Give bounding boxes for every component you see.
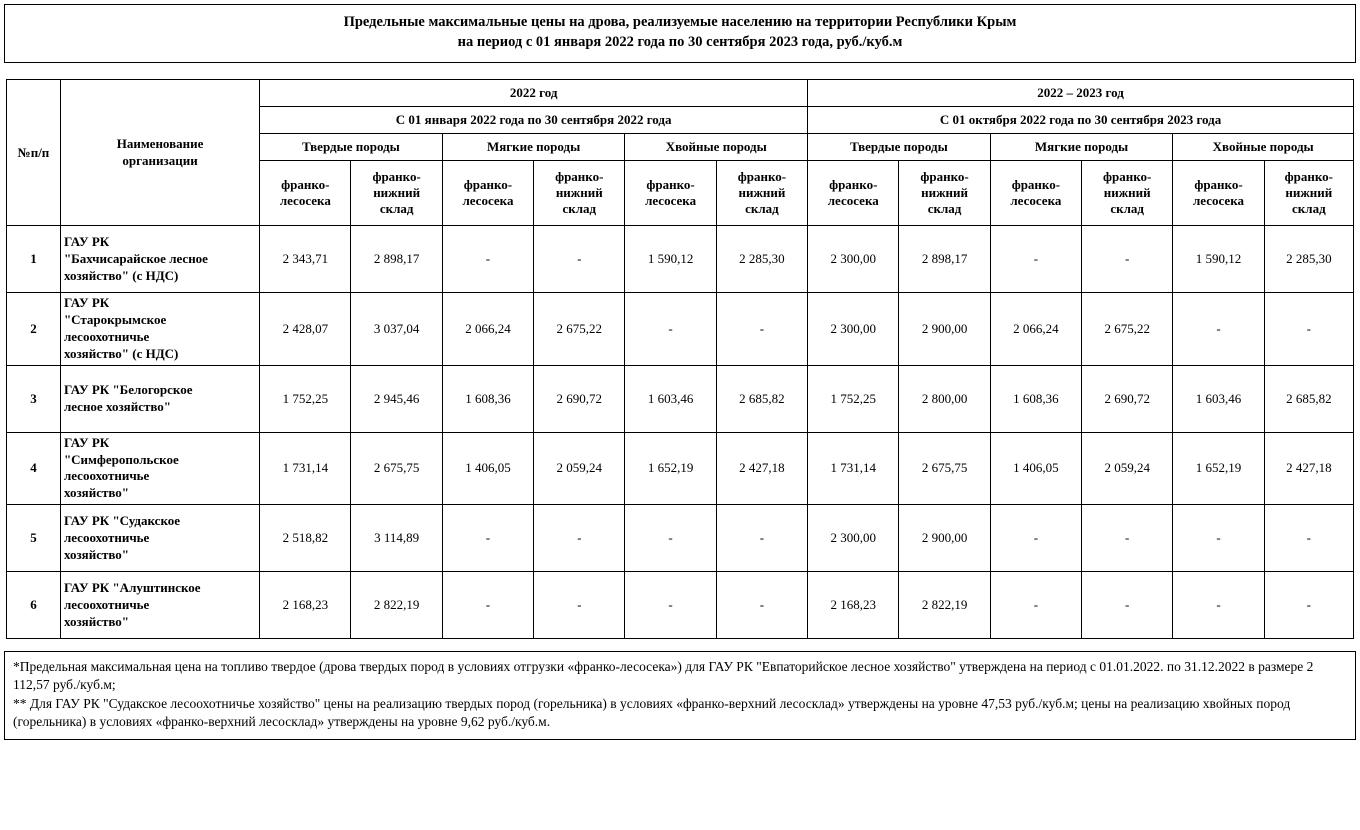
franco-line-2: лесосека [1193, 193, 1244, 209]
price-cell: 3 037,04 [351, 293, 442, 366]
header-group-2022-year: 2022 год [260, 80, 808, 107]
price-cell: 2 427,18 [716, 432, 807, 505]
price-cell: 2 690,72 [534, 365, 625, 432]
org-line: ГАУ РК "Алуштинское [63, 579, 201, 595]
header-species-conifer-2023: Хвойные породы [1173, 134, 1354, 161]
price-cell: 2 675,22 [534, 293, 625, 366]
franco-line-2: нижний [1285, 185, 1333, 200]
price-cell: 1 603,46 [1173, 365, 1264, 432]
table-body [7, 226, 1354, 639]
row-number: 2 [7, 293, 61, 366]
org-line: хозяйство" [63, 546, 130, 562]
franco-line-1: франко- [372, 168, 421, 184]
header-franco-sklad-2 [534, 161, 625, 226]
franco-line-3: склад [745, 201, 779, 217]
price-cell: - [990, 226, 1081, 293]
price-cell: - [1264, 505, 1353, 572]
franco-line-1: франко- [463, 176, 513, 192]
row-organization [60, 226, 259, 293]
price-cell: 2 518,82 [260, 505, 351, 572]
price-cell: - [716, 293, 807, 366]
price-cell: - [1082, 226, 1173, 293]
franco-line-1: франко- [281, 176, 330, 192]
org-line: лесное хозяйство" [63, 398, 172, 414]
franco-line-2: нижний [555, 185, 603, 200]
price-cell: - [442, 572, 533, 639]
franco-line-1: франко- [1194, 176, 1243, 192]
price-cell: 2 285,30 [1264, 226, 1353, 293]
header-franco-lesoseka-4 [808, 161, 899, 226]
price-cell: 2 428,07 [260, 293, 351, 366]
table-row [7, 226, 1354, 293]
header-franco-sklad-1 [351, 161, 442, 226]
price-cell: 1 590,12 [625, 226, 716, 293]
row-number: 3 [7, 365, 61, 432]
org-line: ГАУ РК [63, 233, 110, 249]
price-cell: 1 608,36 [990, 365, 1081, 432]
price-cell: 2 675,22 [1082, 293, 1173, 366]
franco-line-2: нижний [738, 185, 786, 200]
price-cell: - [625, 505, 716, 572]
price-cell: - [1082, 505, 1173, 572]
price-table-wrapper [6, 79, 1354, 639]
price-cell: 1 406,05 [990, 432, 1081, 505]
price-cell: 2 822,19 [351, 572, 442, 639]
org-line: хозяйство" (с НДС) [63, 267, 179, 283]
footnote-2: ** Для ГАУ РК "Судакское лесоохотничье хозяйство" цены на реализацию твердых пород (горельника) в условиях «франко-верхний лесосклад» утверждены на уровне 47,53 руб./куб.м; цены на реализацию хвойных пород (горельника) в условиях «франко-верхний лесосклад» утверждены на уровне 9,62 руб./куб.м. [13, 695, 1291, 729]
price-cell: 2 898,17 [351, 226, 442, 293]
header-group-2022-period: С 01 января 2022 года по 30 сентября 2022 года [260, 107, 808, 134]
row-organization [60, 572, 259, 639]
price-cell: 2 900,00 [899, 293, 990, 366]
price-cell: 1 731,14 [260, 432, 351, 505]
price-cell: 2 945,46 [351, 365, 442, 432]
price-cell: 1 608,36 [442, 365, 533, 432]
org-line: "Симферопольское [63, 451, 179, 467]
price-cell: 2 685,82 [716, 365, 807, 432]
franco-line-3: склад [1110, 201, 1145, 217]
price-cell: 2 675,75 [899, 432, 990, 505]
header-group-2022-2023-period: С 01 октября 2022 года по 30 сентября 2023 года [808, 107, 1354, 134]
header-row-year [7, 80, 1354, 107]
header-species-hard-2023: Твердые породы [808, 134, 991, 161]
header-species-hard-2022: Твердые породы [260, 134, 443, 161]
franco-line-1: франко- [920, 168, 969, 184]
price-cell: - [716, 572, 807, 639]
row-number: 5 [7, 505, 61, 572]
footnote-1: *Предельная максимальная цена на топливо твердое (дрова твердых пород в условиях отгрузки «франко-лесосека») для ГАУ РК "Евпаторийское лесное хозяйство" утверждена на период с 01.01.2022. по 31.12.2022 в размере 2 112,57 руб./куб.м; [13, 659, 1314, 693]
price-cell: 3 114,89 [351, 505, 442, 572]
price-cell: - [1173, 293, 1264, 366]
franco-line-3: склад [1292, 201, 1326, 217]
header-franco-lesoseka-2 [442, 161, 533, 226]
header-organization [60, 80, 259, 226]
price-cell: 2 800,00 [899, 365, 990, 432]
price-cell: 2 168,23 [808, 572, 899, 639]
price-cell: 2 059,24 [534, 432, 625, 505]
price-cell: - [1264, 293, 1353, 366]
price-cell: 2 900,00 [899, 505, 990, 572]
org-line: "Старокрымское [63, 312, 167, 328]
row-number: 4 [7, 432, 61, 505]
org-line: ГАУ РК [63, 295, 110, 311]
price-cell: - [625, 572, 716, 639]
price-cell: 1 590,12 [1173, 226, 1264, 293]
franco-line-3: склад [927, 201, 962, 217]
title-line-2: на период с 01 января 2022 года по 30 сентября 2023 года, руб./куб.м [457, 33, 903, 50]
document-page [0, 4, 1360, 830]
header-organization-line1: Наименование [116, 135, 204, 151]
header-franco-lesoseka-6 [1173, 161, 1264, 226]
price-cell: 2 898,17 [899, 226, 990, 293]
table-row [7, 505, 1354, 572]
header-franco-sklad-3 [716, 161, 807, 226]
price-cell: 1 652,19 [625, 432, 716, 505]
row-number: 1 [7, 226, 61, 293]
header-group-2022-2023-year: 2022 – 2023 год [808, 80, 1354, 107]
price-cell: 1 731,14 [808, 432, 899, 505]
franco-line-1: франко- [829, 176, 878, 192]
title-line-1: Предельные максимальные цены на дрова, реализуемые населению на территории Республики Крым [343, 14, 1017, 30]
document-title-box [4, 4, 1356, 63]
row-number: 6 [7, 572, 61, 639]
header-organization-line2: организации [122, 152, 198, 168]
franco-line-2: лесосека [645, 193, 697, 209]
row-organization [60, 293, 259, 366]
price-cell: 2 685,82 [1264, 365, 1353, 432]
header-franco-lesoseka-1 [260, 161, 351, 226]
franco-line-1: франко- [737, 168, 787, 184]
org-line: хозяйство" (с НДС) [63, 345, 179, 361]
price-cell: 2 300,00 [808, 505, 899, 572]
price-cell: 1 752,25 [808, 365, 899, 432]
franco-line-2: лесосека [462, 193, 514, 209]
table-row [7, 572, 1354, 639]
franco-line-1: франко- [646, 176, 695, 192]
franco-line-1: франко- [1284, 168, 1334, 184]
org-line: лесоохотничье [63, 596, 150, 612]
price-cell: - [534, 226, 625, 293]
footnotes-box [4, 651, 1356, 740]
row-organization [60, 505, 259, 572]
price-cell: 2 300,00 [808, 226, 899, 293]
franco-line-2: нижний [921, 185, 969, 200]
franco-line-3: склад [379, 201, 414, 217]
franco-line-2: лесосека [1010, 193, 1062, 209]
price-cell: - [442, 226, 533, 293]
price-cell: 2 285,30 [716, 226, 807, 293]
org-line: ГАУ РК "Судакское [63, 512, 181, 528]
price-cell: - [1173, 505, 1264, 572]
price-cell: - [625, 293, 716, 366]
franco-line-2: лесосека [279, 193, 331, 209]
price-cell: - [1173, 572, 1264, 639]
franco-line-1: франко- [555, 168, 604, 184]
price-cell: 2 168,23 [260, 572, 351, 639]
price-cell: 2 066,24 [442, 293, 533, 366]
table-row [7, 432, 1354, 505]
price-cell: 2 427,18 [1264, 432, 1353, 505]
price-cell: - [1264, 572, 1353, 639]
header-num: №п/п [7, 80, 61, 226]
header-franco-lesoseka-5 [990, 161, 1081, 226]
franco-line-1: франко- [1103, 168, 1152, 184]
price-cell: 1 603,46 [625, 365, 716, 432]
price-cell: 2 343,71 [260, 226, 351, 293]
row-organization [60, 432, 259, 505]
price-cell: 2 066,24 [990, 293, 1081, 366]
header-species-conifer-2022: Хвойные породы [625, 134, 808, 161]
header-species-soft-2023: Мягкие породы [990, 134, 1173, 161]
price-cell: - [534, 505, 625, 572]
org-line: "Бахчисарайское лесное [63, 250, 208, 266]
franco-line-2: нижний [1103, 185, 1151, 200]
org-line: лесоохотничье [63, 529, 150, 545]
price-cell: 2 675,75 [351, 432, 442, 505]
header-franco-sklad-6 [1264, 161, 1353, 226]
price-cell: 1 652,19 [1173, 432, 1264, 505]
header-franco-lesoseka-3 [625, 161, 716, 226]
price-cell: 2 059,24 [1082, 432, 1173, 505]
org-line: хозяйство" [63, 485, 130, 501]
price-cell: - [442, 505, 533, 572]
price-cell: - [990, 572, 1081, 639]
franco-line-1: франко- [1011, 176, 1061, 192]
price-cell: 1 406,05 [442, 432, 533, 505]
org-line: хозяйство" [63, 613, 130, 629]
org-line: лесоохотничье [63, 468, 150, 484]
org-line: лесоохотничье [63, 328, 150, 344]
price-cell: 1 752,25 [260, 365, 351, 432]
price-cell: - [1082, 572, 1173, 639]
price-cell: 2 822,19 [899, 572, 990, 639]
price-cell: - [534, 572, 625, 639]
header-franco-sklad-4 [899, 161, 990, 226]
franco-line-3: склад [562, 201, 597, 217]
table-row [7, 293, 1354, 366]
org-line: ГАУ РК "Белогорское [63, 381, 193, 397]
header-franco-sklad-5 [1082, 161, 1173, 226]
price-cell: 2 300,00 [808, 293, 899, 366]
franco-line-2: нижний [373, 185, 421, 200]
org-line: ГАУ РК [63, 434, 110, 450]
price-cell: - [990, 505, 1081, 572]
price-cell: 2 690,72 [1082, 365, 1173, 432]
header-species-soft-2022: Мягкие породы [442, 134, 625, 161]
price-table [6, 79, 1354, 639]
franco-line-2: лесосека [827, 193, 879, 209]
table-header [7, 80, 1354, 226]
row-organization [60, 365, 259, 432]
table-row [7, 365, 1354, 432]
price-cell: - [716, 505, 807, 572]
